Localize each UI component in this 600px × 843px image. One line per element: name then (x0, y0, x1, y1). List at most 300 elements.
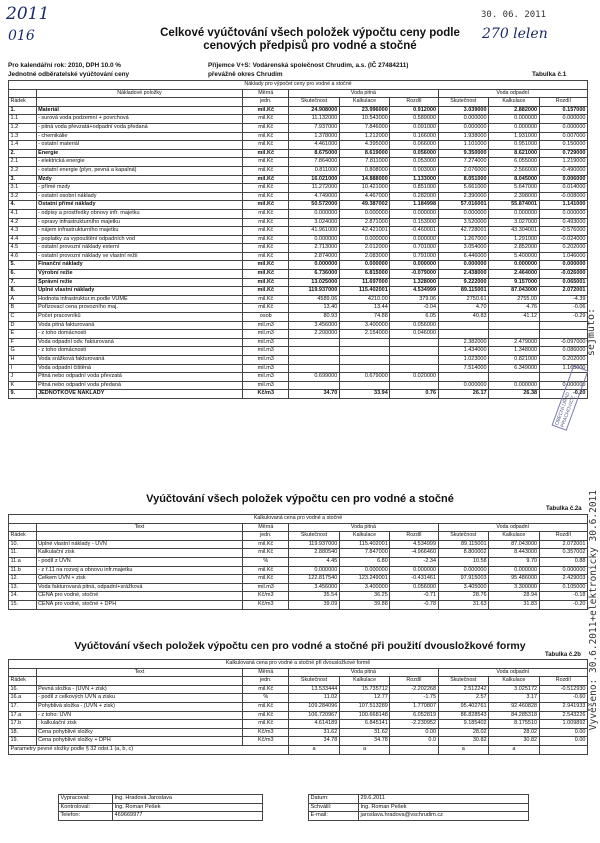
row-value (339, 356, 390, 365)
row-label: - pitná voda převzatá+odpadní voda předaná (36, 123, 243, 132)
row-value: -0.06 (539, 304, 587, 313)
row-label: Voda srážková fakturovaná (36, 356, 243, 365)
row-value: 14.888000 (339, 175, 390, 184)
table-row (9, 106, 588, 115)
row-value: 2755.00 (489, 295, 540, 304)
row-value: 9.70 (489, 557, 540, 566)
row-unit: Kč/m3 (243, 728, 289, 737)
row-value: 31.62 (289, 728, 340, 737)
row-value: 7.846000 (339, 123, 390, 132)
col-actual: Skutečnost (438, 677, 489, 686)
office-stamp-text: OBECNÍ ÚŘAD PRACHOVICE (554, 391, 577, 429)
row-value: 28.76 (438, 592, 489, 601)
row-value: 9.185402 (438, 720, 489, 729)
table-row (9, 287, 588, 296)
col-text: Text (36, 523, 243, 532)
row-value (339, 381, 390, 390)
row-unit: mil.Kč (243, 184, 289, 193)
col-calc: Kalkulace (489, 677, 540, 686)
phone-label: Telefon: (59, 812, 113, 821)
row-value: 8.443000 (489, 549, 540, 558)
row-label: Ostatní přímé náklady (36, 201, 243, 210)
row-unit: mil.m3 (243, 381, 289, 390)
table-row (9, 737, 588, 746)
row-value: 2.200000 (289, 330, 340, 339)
row-value (539, 330, 587, 339)
row-value: 10.421000 (339, 184, 390, 193)
row-number: 1.1 (9, 115, 37, 124)
row-value: 0.056000 (390, 321, 438, 330)
row-value: 9.222000 (438, 278, 489, 287)
table-row (9, 720, 588, 729)
table-row (9, 728, 588, 737)
row-value: 95.486000 (489, 575, 540, 584)
table-row (9, 227, 588, 236)
row-value: 40.83 (438, 313, 489, 322)
row-value: 1.009892 (539, 720, 587, 729)
row-value: 0.000000 (489, 123, 540, 132)
row-number: 14. (9, 592, 37, 601)
row-value: 3.520000 (438, 218, 489, 227)
row-number: 6. (9, 270, 37, 279)
row-value: 10.58 (438, 557, 489, 566)
row-value: 0.046000 (390, 330, 438, 339)
row-unit: mil.m3 (243, 347, 289, 356)
row-label: Pevná složka - (ÚVN + zisk) (36, 685, 243, 694)
table-row (9, 270, 588, 279)
row-value: 4.614189 (289, 720, 340, 729)
row-number: 7. (9, 278, 37, 287)
row-label: - podíl z celkových ÚVN a zisku (36, 694, 243, 703)
row-value: 0.056000 (390, 149, 438, 158)
row-value: 4210.00 (339, 295, 390, 304)
row-label: Pohyblivá složka - (ÚVN + zisk) (36, 702, 243, 711)
row-value: 2750.61 (438, 295, 489, 304)
row-value: -0.20 (539, 390, 587, 399)
row-unit: mil.Kč (243, 575, 289, 584)
row-value: 2.874000 (289, 252, 340, 261)
row-unit: % (243, 694, 289, 703)
row-value: 1.770807 (390, 702, 438, 711)
row-value: 0.000000 (339, 235, 390, 244)
row-number: 4.5 (9, 244, 37, 253)
row-value: 6.815000 (339, 270, 390, 279)
row-value (289, 347, 340, 356)
param-value: a (438, 745, 489, 754)
row-value: 0.951000 (489, 141, 540, 150)
row-number: 9. (9, 390, 37, 399)
table-row (9, 540, 588, 549)
table-row (9, 390, 588, 399)
row-number: G (9, 347, 37, 356)
table-row (9, 373, 588, 382)
row-value: 0.000000 (438, 123, 489, 132)
row-value: 24.908000 (289, 106, 340, 115)
row-value: 0.150000 (539, 141, 587, 150)
row-value: 26.38 (489, 390, 540, 399)
row-label: JEDNOTKOVÉ NÁKLADY (36, 390, 243, 399)
row-value: 0.000000 (339, 261, 390, 270)
row-value: 119.937000 (289, 540, 340, 549)
row-value: 2.390000 (438, 192, 489, 201)
row-value (438, 321, 489, 330)
row-label: - ostatní provozní náklady externí (36, 244, 243, 253)
row-number: 4.4 (9, 235, 37, 244)
meta-recipient: Příjemce V+S: Vodárenská společnost Chrudim, a.s. (IČ 27484211) (208, 62, 409, 69)
table-row (9, 364, 588, 373)
table-row (9, 694, 588, 703)
row-value: 0.000000 (390, 261, 438, 270)
row-value: 2.398000 (489, 192, 540, 201)
row-value: -2.230952 (390, 720, 438, 729)
row-unit: mil.Kč (243, 304, 289, 313)
row-value: 0.202000 (539, 356, 587, 365)
row-value: 123.249001 (339, 575, 390, 584)
row-value: 3.027000 (489, 218, 540, 227)
row-value: 80.93 (289, 313, 340, 322)
col-diff: Rozdíl (390, 677, 438, 686)
row-value: 11.697000 (339, 278, 390, 287)
row-value: 0.000000 (489, 115, 540, 124)
table-row (9, 115, 588, 124)
table2b-label: Tabulka č.2b (545, 652, 581, 658)
row-value: 0.00 (390, 728, 438, 737)
row-value: 84.285318 (489, 711, 540, 720)
row-unit: mil.Kč (243, 218, 289, 227)
col-diff: Rozdíl (390, 98, 438, 107)
row-unit: mil.Kč (243, 702, 289, 711)
col-row: Řádek (9, 98, 37, 107)
row-number: 17.b (9, 720, 37, 729)
row-number: 11.b (9, 566, 37, 575)
row-value: 0.000000 (289, 235, 340, 244)
col-diff: Rozdíl (539, 677, 587, 686)
row-value: 1.938000 (438, 132, 489, 141)
row-value: 1.046000 (539, 252, 587, 261)
row-value: 3.024000 (289, 218, 340, 227)
row-value: 7.274000 (438, 158, 489, 167)
row-value: 9.350000 (438, 149, 489, 158)
row-value: 1.101000 (438, 141, 489, 150)
row-value: 8.800002 (438, 549, 489, 558)
row-value (289, 356, 340, 365)
table-row (9, 184, 588, 193)
row-value: 0.000000 (489, 381, 540, 390)
row-value: 0.000000 (539, 123, 587, 132)
row-value: 2.012000 (339, 244, 390, 253)
row-number: 1.3 (9, 132, 37, 141)
handwritten-code: 016 (8, 28, 35, 44)
row-value: 2.882000 (489, 106, 540, 115)
phone-value: 469669977 (113, 812, 263, 821)
row-unit: Kč/m3 (243, 737, 289, 746)
row-value: 1.141000 (539, 201, 587, 210)
row-unit: mil.m3 (243, 338, 289, 347)
row-value: 7.811000 (339, 158, 390, 167)
col-calc: Kalkulace (489, 98, 540, 107)
row-unit: mil.Kč (243, 295, 289, 304)
col-waste-water: Voda odpadní (438, 668, 587, 677)
row-value: 30.82 (489, 737, 540, 746)
row-value: 43.304001 (489, 227, 540, 236)
row-value: 7.514000 (438, 364, 489, 373)
row-value: 3.405000 (438, 583, 489, 592)
table-row (9, 244, 588, 253)
row-value: -0.079000 (390, 270, 438, 279)
email-label: E-mail: (309, 812, 359, 821)
row-value: 0.000000 (339, 209, 390, 218)
row-value: 2.429003 (539, 575, 587, 584)
row-value: 1.267000 (438, 235, 489, 244)
row-value: 0.000000 (438, 115, 489, 124)
row-value: 0.157000 (539, 106, 587, 115)
row-value: 0.007000 (539, 132, 587, 141)
row-label: - z toho: ÚVN (36, 711, 243, 720)
col-drinking-water: Voda pitná (289, 89, 438, 98)
row-value: 0.00 (539, 737, 587, 746)
row-unit: mil.Kč (243, 209, 289, 218)
row-value: 115.402001 (339, 540, 390, 549)
row-label: - ostatní provozní náklady ve vlastní režii (36, 252, 243, 261)
row-unit: mil.Kč (243, 192, 289, 201)
table-row (9, 209, 588, 218)
col-actual: Skutečnost (289, 532, 340, 541)
row-value: 39.88 (339, 600, 390, 609)
row-unit: mil.Kč (243, 720, 289, 729)
row-value: 2.154000 (339, 330, 390, 339)
received-date-stamp: 30. 06. 2011 (481, 10, 547, 20)
row-number: 1. (9, 106, 37, 115)
table1-label: Tabulka č.1 (532, 71, 567, 78)
row-value: 13.025000 (289, 278, 340, 287)
table-row (9, 557, 588, 566)
row-value: 7.864000 (289, 158, 340, 167)
row-value: 0.493000 (539, 218, 587, 227)
row-value: 33.94 (339, 390, 390, 399)
col-calc: Kalkulace (339, 98, 390, 107)
row-unit: mil.Kč (243, 175, 289, 184)
row-value: 0.000000 (438, 566, 489, 575)
row-value: 49.387002 (339, 201, 390, 210)
row-value: 1.184998 (390, 201, 438, 210)
row-value: 92.460828 (489, 702, 540, 711)
row-unit: Kč/m3 (243, 390, 289, 399)
row-value: 0.000000 (438, 209, 489, 218)
two-part-table-body (9, 685, 588, 745)
row-number: 3.2 (9, 192, 37, 201)
row-value (390, 347, 438, 356)
row-value: 13.44 (339, 304, 390, 313)
row-value: 107.513289 (339, 702, 390, 711)
col-actual: Skutečnost (289, 98, 340, 107)
row-value: 95.402761 (438, 702, 489, 711)
row-value: 13.533444 (289, 685, 340, 694)
row-value: -0.18 (539, 592, 587, 601)
row-value: 1.348000 (489, 347, 540, 356)
row-value: 11.272000 (289, 184, 340, 193)
row-value: -4.966460 (390, 549, 438, 558)
table-row (9, 149, 588, 158)
row-number: 2.2 (9, 166, 37, 175)
posted-stamp-text: Vyvěšeno: 30.6.2011+elektronicky 30.6.2011 (588, 490, 599, 731)
row-label: Kalkulační zisk (36, 549, 243, 558)
row-value: 4.76 (489, 304, 540, 313)
col-unit2: jedn. (243, 532, 289, 541)
row-value: 6.349000 (489, 364, 540, 373)
col-actual: Skutečnost (289, 677, 340, 686)
row-value: 35.54 (289, 592, 340, 601)
row-value: 0.000000 (539, 566, 587, 575)
row-number: 2.1 (9, 158, 37, 167)
row-number: 16. (9, 685, 37, 694)
row-value: 0.88 (539, 557, 587, 566)
row-value: 100.668148 (339, 711, 390, 720)
row-value: -0.490000 (539, 166, 587, 175)
row-value: 0.701000 (390, 244, 438, 253)
row-number: 19. (9, 737, 37, 746)
table-row (9, 702, 588, 711)
row-label: Pořizovací cena provozního maj. (36, 304, 243, 313)
row-value: 36.25 (339, 592, 390, 601)
row-label: - nájem infrastrukturního majetku (36, 227, 243, 236)
row-value: 3.400000 (339, 321, 390, 330)
row-value: 1.133000 (390, 175, 438, 184)
row-value: 3.456000 (289, 583, 340, 592)
row-number: C (9, 313, 37, 322)
row-unit: mil.Kč (243, 106, 289, 115)
table-row (9, 549, 588, 558)
row-label: - poplatky za vypouštění odpadních vod (36, 235, 243, 244)
col-diff: Rozdíl (539, 532, 587, 541)
table2a-label: Tabulka č.2a (546, 506, 582, 512)
row-value: 2.941933 (539, 702, 587, 711)
row-value: 34.78 (289, 737, 340, 746)
row-value: 0.791000 (390, 252, 438, 261)
approved-by: Ing. Roman Pešek (359, 803, 529, 812)
row-value: 0.821000 (489, 356, 540, 365)
row-value: 13.40 (289, 304, 340, 313)
prepared-by-label: Vypracoval: (59, 795, 113, 804)
row-value (339, 338, 390, 347)
row-value (489, 330, 540, 339)
row-value: 74.88 (339, 313, 390, 322)
row-value: 0.0 (390, 737, 438, 746)
row-number: 4.2 (9, 218, 37, 227)
row-value: 26.17 (438, 390, 489, 399)
table-row (9, 132, 588, 141)
table-row (9, 313, 588, 322)
row-number: 3. (9, 175, 37, 184)
row-number: 4.1 (9, 209, 37, 218)
row-number: J (9, 373, 37, 382)
row-unit: mil.Kč (243, 158, 289, 167)
price-table-caption: Kalkulovaná cena pro vodné a stočné (9, 515, 588, 524)
row-value: 2.072001 (539, 287, 587, 296)
row-value (539, 321, 587, 330)
col-calc: Kalkulace (339, 532, 390, 541)
row-value: 28.02 (489, 728, 540, 737)
row-value: 0.000000 (539, 209, 587, 218)
row-value (489, 321, 540, 330)
row-value: 0.000000 (438, 381, 489, 390)
row-number: 2. (9, 149, 37, 158)
row-unit: mil.Kč (243, 123, 289, 132)
col-unit2: jedn. (243, 677, 289, 686)
row-value: 9.157000 (489, 278, 540, 287)
row-unit: mil.Kč (243, 270, 289, 279)
row-label: Cena pohyblivé složky + DPH (36, 737, 243, 746)
row-label: - opravy infrastrukturního majetku (36, 218, 243, 227)
footer-signatures (58, 794, 529, 821)
row-unit: mil.Kč (243, 278, 289, 287)
row-value: 42.421001 (339, 227, 390, 236)
row-value: -0.29 (539, 313, 587, 322)
row-value: 0.003000 (390, 166, 438, 175)
col-row: Řádek (9, 532, 37, 541)
row-value: 6.446000 (438, 252, 489, 261)
row-label: Voda fakturovaná pitná, odpadní+srážková (36, 583, 243, 592)
row-value: 0.589000 (390, 115, 438, 124)
row-number: 8. (9, 287, 37, 296)
row-label: : kalkulační zisk (36, 720, 243, 729)
row-value: 41.961000 (289, 227, 340, 236)
row-value: 109.284096 (289, 702, 340, 711)
row-label: - surová voda podzemní + povrchová (36, 115, 243, 124)
row-value: 5.661000 (438, 184, 489, 193)
row-value: 0.053000 (390, 158, 438, 167)
row-value: 2.543226 (539, 711, 587, 720)
row-value: 0.811000 (289, 166, 340, 175)
table-row (9, 252, 588, 261)
row-label: - z toho domácnosti (36, 330, 243, 339)
row-value: -0.024000 (539, 235, 587, 244)
param-value: a (489, 745, 540, 754)
row-value: 0.000000 (438, 261, 489, 270)
table-row (9, 575, 588, 584)
row-value: 0.006000 (539, 175, 587, 184)
row-value: -2.202268 (390, 685, 438, 694)
row-number: A (9, 295, 37, 304)
row-label: - přímé mzdy (36, 184, 243, 193)
col-unit2: jedn. (243, 98, 289, 107)
row-value: 2.566000 (489, 166, 540, 175)
row-label: Hodnota infrastruktur.m.podle VÚME (36, 295, 243, 304)
table-row (9, 304, 588, 313)
col-diff: Rozdíl (539, 98, 587, 107)
table-row (9, 141, 588, 150)
meta-region: převážně okres Chrudim (208, 71, 283, 78)
row-value: 5.400000 (489, 252, 540, 261)
row-value: -0.20 (539, 600, 587, 609)
row-value: 3.039000 (438, 106, 489, 115)
row-number: 3.1 (9, 184, 37, 193)
row-value: 0.699000 (289, 373, 340, 382)
row-value: 6.05 (390, 313, 438, 322)
row-unit: mil.Kč (243, 540, 289, 549)
row-value: 0.086000 (539, 347, 587, 356)
row-value: 0.105000 (539, 583, 587, 592)
row-value: 0.000000 (390, 566, 438, 575)
row-value: 0.729000 (539, 149, 587, 158)
row-value: 2.713000 (289, 244, 340, 253)
row-value: -0.78 (390, 600, 438, 609)
row-value: 1.378000 (289, 132, 340, 141)
row-number: 4.3 (9, 227, 37, 236)
row-value: 2.464000 (489, 270, 540, 279)
row-value: 16.021000 (289, 175, 340, 184)
row-value: 15.735712 (339, 685, 390, 694)
row-value: 4.45 (289, 557, 340, 566)
